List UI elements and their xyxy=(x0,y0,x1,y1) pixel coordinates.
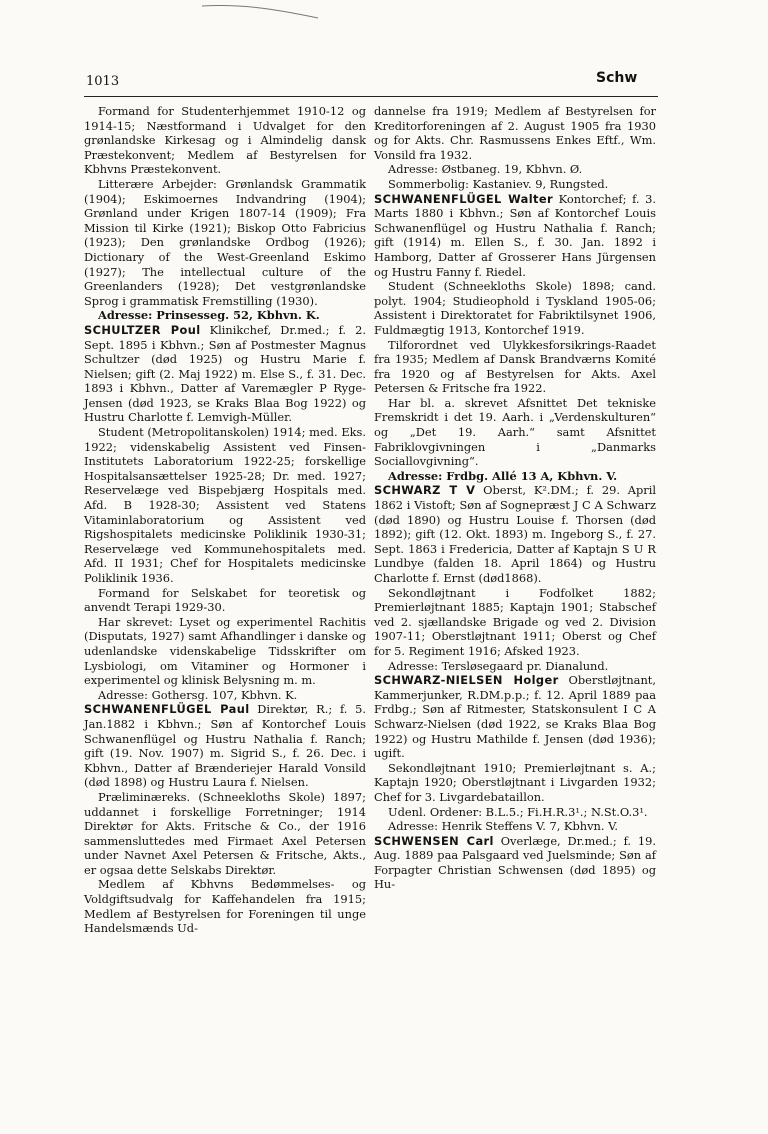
entry-text: Klinikchef, Dr.med.; f. 2. Sept. 1895 i Kbhvn.; Søn af Postmester Magnus Schultzer (død 1925) og Hustru Marie f. Nielsen; gift (2. Maj 1922) m. Else S., f. 31. Dec. 1893 i Kbhvn., Datter af Varemægler P Ryge-Jensen (død 1923, se Kraks Blaa Bog 1922) og Hustru Charlotte f. Lemvigh-Müller. xyxy=(84,322,366,425)
address: Adresse: Gothersg. 107, Kbhvn. K. xyxy=(98,687,298,702)
paragraph: Student (Schneekloths Skole) 1898; cand. polyt. 1904; Studieophold i Tyskland 1905-06; Assistent i Direktoratet for Fabriktilsynet 1906, Fuldmægtig 1913, Kontorchef 1919. xyxy=(374,279,656,337)
entry-schwensen xyxy=(374,834,656,892)
entry-schwarz-nielsen xyxy=(374,673,656,761)
entry-schwanenflugel-paul xyxy=(84,702,366,790)
entry-heading: SCHWANENFLÜGEL Walter xyxy=(374,191,553,206)
address: Adresse: Henrik Steffens V. 7, Kbhvn. V. xyxy=(388,819,618,834)
paragraph: Formand for Studenterhjemmet 1910-12 og 1914-15; Næstformand i Udvalget for den grønlandske Kirkesag og i Almindelig dansk Præstekonvent; Medlem af Bestyrelsen for Kbhvns Præstekonvent. xyxy=(84,104,366,177)
paragraph: Medlem af Kbhvns Bedømmelses- og Voldgiftsudvalg for Kaffehandelen fra 1915; Medlem af Bestyrelsen for Foreningen til unge Handelsmænds Ud- xyxy=(84,877,366,936)
paragraph: dannelse fra 1919; Medlem af Bestyrelsen for Kreditorforeningen af 2. August 1905 fra 1930 og for Akts. Chr. Rasmussens Enkes Eftf., Wm. Vonsild fra 1932. xyxy=(374,104,656,162)
entry-heading: SCHWARZ-NIELSEN Holger xyxy=(374,673,559,688)
paragraph: Litterære Arbejder: Grønlandsk Grammatik (1904); Eskimoernes Indvandring (1904); Grønland under Krigen 1807-14 (1909); Fra Mission til Kirke (1921); Biskop Otto Fabricius (1923); Den grønlandske Ordbog (1926); Dictionary of the West-Greenland Eskimo (1927); The intellectual culture of the Greenlanders (1928); Det vestgrønlandske Sprog i grammatisk Fremstilling (1930). xyxy=(84,176,366,308)
paragraph: Udenl. Ordener: B.L.5.; Fi.H.R.3¹.; N.St.O.3¹. xyxy=(388,804,648,819)
entry-heading: SCHWANENFLÜGEL Paul xyxy=(84,702,250,717)
running-head: Schw xyxy=(596,70,638,86)
entry-text: Overlæge, Dr.med.; f. 19. Aug. 1889 paa Palsgaard ved Juelsminde; Søn af Forpagter Christian Schwensen (død 1895) og Hu- xyxy=(374,833,657,892)
entry-heading: SCHWARZ T V xyxy=(374,483,476,498)
paragraph: Har skrevet: Lyset og experimentel Rachitis (Disputats, 1927) samt Afhandlinger i danske og udenlandske videnskabelige Tidsskrifter om Lysbiologi, om Vitaminer og Hormoner i experimentel og klinisk Belysning m. m. xyxy=(84,614,366,688)
address: Adresse: Prinsesseg. 52, Kbhvn. K. xyxy=(98,308,320,323)
entry-heading: SCHULTZER Poul xyxy=(84,322,201,337)
entry-text: Oberst, K².DM.; f. 29. April 1862 i Vistoft; Søn af Sognepræst J C A Schwarz (død 1890) og Hustru Louise f. Thorsen (død 1892); gift (12. Okt. 1893) m. Ingeborg S., f. 27. Sept. 1863 i Fredericia, Datter af Kaptajn S U R Lundbye (falden 18. April 1864) og Hustru Charlotte f. Ernst (død1868). xyxy=(374,483,657,585)
address: Adresse: Østbaneg. 19, Kbhvn. Ø. xyxy=(388,162,583,177)
address: Adresse: Tersløsegaard pr. Dianalund. xyxy=(388,658,609,673)
paragraph: Sekondløjtnant 1910; Premierløjtnant s. A.; Kaptajn 1920; Oberstløjtnant i Livgarden 1932; Chef for 3. Livgardebataillon. xyxy=(374,760,656,804)
scan-artifact-mark xyxy=(200,0,320,20)
paragraph: Tilforordnet ved Ulykkesforsikrings-Raadet fra 1935; Medlem af Dansk Brandværns Komité fra 1920 og af Bestyrelsen for Akts. Axel Petersen & Fritsche fra 1922. xyxy=(374,337,656,396)
paragraph: Har bl. a. skrevet Afsnittet Det tekniske Fremskridt i det 19. Aarh. i „Verdenskulturen“ og „Det 19. Aarh.“ samt Afsnittet Fabriklovgivningen i „Danmarks Sociallovgivning“. xyxy=(374,395,656,469)
header-rule xyxy=(84,96,658,97)
entry-text: Kontorchef; f. 3. Marts 1880 i Kbhvn.; Søn af Kontorchef Louis Schwanenflügel og Hustru Nathalia f. Ranch; gift (1914) m. Ellen S., f. 30. Jan. 1892 i Hamborg, Datter af Grosserer Hans Jürgensen og Hustru Fanny f. Riedel. xyxy=(374,191,656,279)
address: Adresse: Frdbg. Allé 13 A, Kbhvn. V. xyxy=(388,468,618,483)
entry-heading: SCHWENSEN Carl xyxy=(374,833,494,848)
paragraph: Formand for Selskabet for teoretisk og anvendt Terapi 1929-30. xyxy=(84,585,366,615)
entry-schultzer xyxy=(84,323,366,425)
entry-schwanenflugel-walter xyxy=(374,192,656,280)
paragraph: Sekondløjtnant i Fodfolket 1882; Premierløjtnant 1885; Kaptajn 1901; Stabschef ved 2. sjællandske Brigade og ved 2. Division 1907-11; Oberstløjtnant 1911; Oberst og Chef for 5. Regiment 1916; Afsked 1923. xyxy=(374,585,656,658)
summer-address: Sommerbolig: Kastaniev. 9, Rungsted. xyxy=(388,176,609,191)
right-column xyxy=(374,104,656,892)
entry-schwarz xyxy=(374,483,656,585)
paragraph: Student (Metropolitanskolen) 1914; med. Eks. 1922; videnskabelig Assistent ved Finsen-Institutets Laboratorium 1922-25; forskellige Hospitalsansættelser 1925-28; Dr. med. 1927; Reservelæge ved Bispebjærg Hospitals med. Afd. B 1928-30; Assistent ved Statens Vitaminlaboratorium og Assistent ved Rigshospitalets medicinske Poliklinik 1930-31; Reservelæge ved Kommunehospitalets med. Afd. II 1931; Chef for Hospitalets medicinske Poliklinik 1936. xyxy=(84,425,366,585)
paragraph: Præliminæreks. (Schneekloths Skole) 1897; uddannet i forskellige Forretninger; 1914 Direktør for Akts. Fritsche & Co., der 1916 sammensluttedes med Firmaet Axel Petersen under Navnet Axel Petersen & Fritsche, Akts., er ogsaa dette Selskabs Direktør. xyxy=(84,789,366,877)
entry-text: Oberstløjtnant, Kammerjunker, R.DM.p.p.; f. 12. April 1889 paa Frdbg.; Søn af Ritmester, Statskonsulent I C A Schwarz-Nielsen (død 1922, se Kraks Blaa Bog 1922) og Hustru Mathilde f. Jensen (død 1936); ugift. xyxy=(374,673,657,761)
entry-text: Direktør, R.; f. 5. Jan.1882 i Kbhvn.; Søn af Kontorchef Louis Schwanenflügel og Hustru Nathalia f. Ranch; gift (19. Nov. 1907) m. Sigrid S., f. 26. Dec. i Kbhvn., Datter af Brænderiejer Harald Vonsild (død 1898) og Hustru Laura f. Nielsen. xyxy=(84,702,367,790)
page-number: 1013 xyxy=(86,74,120,89)
left-column xyxy=(84,104,366,936)
